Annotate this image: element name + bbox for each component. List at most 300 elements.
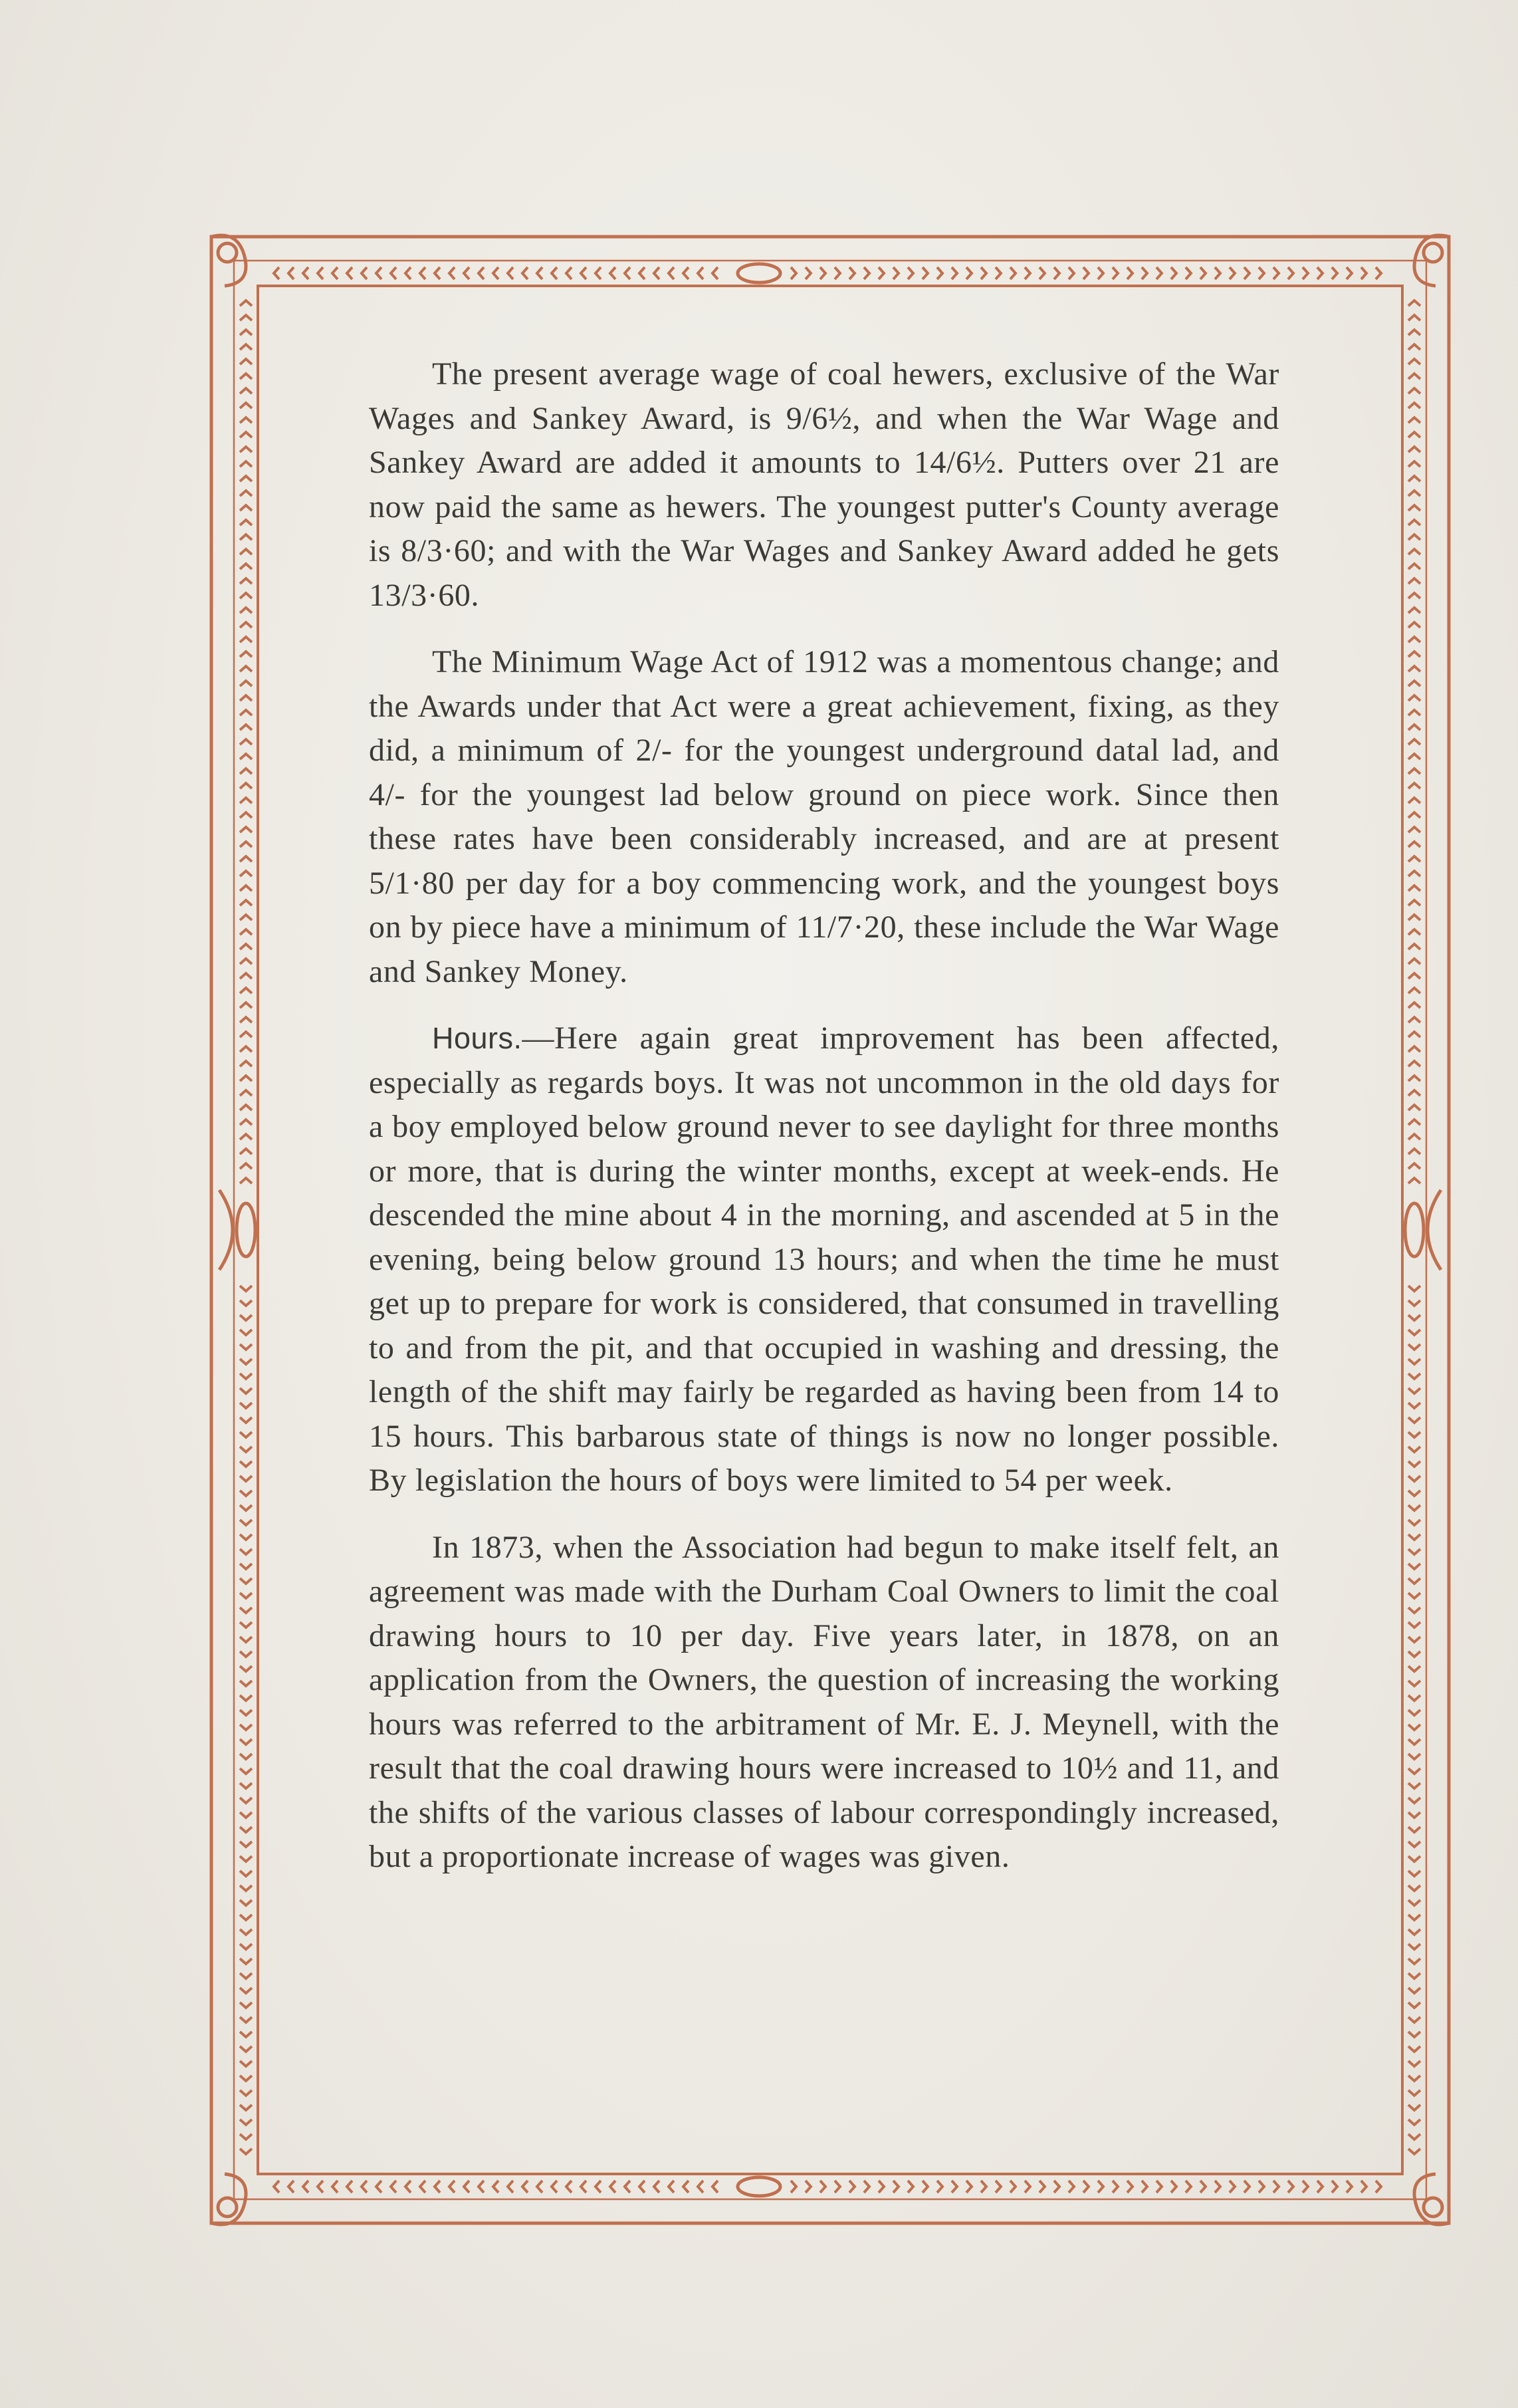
border-chevron [1408,666,1420,671]
border-chevron [240,1076,252,1081]
border-chevron [240,1330,252,1335]
border-chevron [240,1017,252,1023]
border-chevron [1408,842,1420,847]
border-chevron [240,988,252,993]
border-chevron [1408,783,1420,788]
border-chevron [849,2181,855,2193]
border-chevron [1230,2181,1235,2193]
border-chevron [240,637,252,642]
border-chevron [1408,900,1420,905]
border-chevron [1408,2002,1420,2008]
border-chevron [240,1090,252,1096]
border-chevron [240,856,252,862]
border-chevron [1408,1754,1420,1759]
border-chevron [1408,2046,1420,2052]
border-chevron [1039,2181,1045,2193]
border-chevron [240,301,252,306]
border-chevron [240,2076,252,2081]
border-chevron [1408,710,1420,715]
border-chevron [1408,403,1420,408]
border-chevron [240,2105,252,2110]
border-chevron [240,812,252,818]
border-chevron [240,1003,252,1008]
border-chevron [1408,944,1420,949]
border-chevron [240,1403,252,1408]
border-chevron [1408,973,1420,979]
border-chevron [1347,267,1352,279]
border-chevron [240,461,252,467]
border-chevron [240,1768,252,1774]
border-chevron [1408,1032,1420,1037]
border-chevron [893,267,899,279]
border-chevron [1215,2181,1220,2193]
border-chevron [1408,608,1420,613]
border-chevron [332,2181,338,2193]
border-chevron [1156,2181,1162,2193]
border-chevron [625,267,630,279]
border-chevron [669,2181,674,2193]
border-chevron [1156,267,1162,279]
border-chevron [1171,267,1176,279]
border-chevron [1408,1856,1420,1862]
border-chevron [1408,374,1420,379]
border-chevron [566,2181,572,2193]
border-chevron [835,267,840,279]
border-chevron [1408,359,1420,364]
border-chevron [1408,1871,1420,1876]
border-chevron [835,2181,840,2193]
border-chevron [1408,1359,1420,1364]
border-chevron [240,447,252,452]
border-chevron [240,476,252,481]
border-chevron [1408,1827,1420,1832]
border-chevron [864,2181,869,2193]
border-chevron [1025,2181,1030,2193]
border-chevron [464,2181,469,2193]
border-chevron [922,2181,928,2193]
border-chevron [391,2181,396,2193]
border-chevron [240,1134,252,1140]
border-chevron [376,2181,381,2193]
border-chevron [1408,1666,1420,1671]
border-chevron [1408,1300,1420,1306]
border-chevron [639,267,645,279]
border-chevron [1288,2181,1293,2193]
border-chevron [240,2090,252,2096]
border-chevron [1200,267,1206,279]
border-chevron [240,374,252,379]
border-chevron [712,267,718,279]
border-chevron [435,267,440,279]
border-chevron [240,549,252,554]
border-chevron [1408,1388,1420,1393]
border-chevron [1408,1929,1420,1935]
border-chevron [240,769,252,774]
border-chevron [240,1827,252,1832]
border-chevron [1200,2181,1206,2193]
border-chevron [240,1105,252,1110]
border-chevron [669,267,674,279]
border-chevron [240,666,252,671]
border-chevron [610,2181,615,2193]
border-chevron [240,1344,252,1350]
border-chevron [240,1973,252,1979]
border-chevron [1408,1403,1420,1408]
border-chevron [1127,2181,1133,2193]
border-chevron [596,2181,601,2193]
border-chevron [240,388,252,394]
border-chevron [1113,267,1118,279]
border-chevron [537,2181,542,2193]
border-chevron [240,1842,252,1847]
border-chevron [240,2149,252,2154]
border-chevron [240,1149,252,1154]
border-chevron [1083,2181,1089,2193]
border-chevron [552,2181,557,2193]
border-chevron [240,725,252,730]
border-chevron [1408,1374,1420,1379]
border-chevron [1408,1061,1420,1066]
border-chevron [639,2181,645,2193]
paragraph-heading: Hours. [432,1021,522,1055]
border-chevron [1408,1944,1420,1949]
border-chevron [1408,1900,1420,1905]
border-chevron [1408,695,1420,701]
border-chevron [1408,432,1420,437]
border-chevron [240,1491,252,1496]
border-chevron [1408,461,1420,467]
border-chevron [552,267,557,279]
border-chevron [966,267,972,279]
border-chevron [240,1163,252,1169]
border-chevron [1408,2061,1420,2066]
border-chevron [240,929,252,935]
border-chevron [1408,2119,1420,2125]
border-chevron [1408,1090,1420,1096]
border-chevron [922,267,928,279]
border-chevron [240,739,252,745]
border-chevron [420,2181,425,2193]
paragraph-text: The Minimum Wage Act of 1912 was a momentous change; and the Awards under that Act were a great achievement, fixing, as they did, a minimum of 2/- for the youngest underground datal lad, and 4/- for the youngest lad below ground on piece work. Since then these rates have been considerably increased, and are at present 5/1·80 per day for a boy commencing work, and the youngest boys on by piece have a minimum of 11/7·20, these include the War Wage and Sankey Money. [369,644,1279,989]
border-chevron [610,267,615,279]
border-chevron [240,520,252,525]
border-chevron [698,267,703,279]
border-chevron [1039,267,1045,279]
border-chevron [240,2134,252,2139]
border-chevron [1408,2105,1420,2110]
border-chevron [274,267,279,279]
border-chevron [1408,1163,1420,1169]
border-chevron [1098,267,1103,279]
border-chevron [1025,267,1030,279]
border-chevron [1408,1476,1420,1481]
border-chevron [1408,929,1420,935]
border-chevron [879,267,884,279]
paragraph-minimum-wage [369,640,1279,994]
border-chevron [1317,267,1323,279]
border-chevron [1408,1915,1420,1920]
border-chevron [952,267,957,279]
border-chevron [1408,769,1420,774]
border-chevron [1215,267,1220,279]
border-chevron [1408,344,1420,350]
border-chevron [240,418,252,423]
border-chevron [1408,681,1420,686]
border-chevron [303,2181,308,2193]
border-chevron [240,1695,252,1701]
border-chevron [240,1915,252,1920]
border-chevron [566,267,572,279]
border-chevron [996,267,1001,279]
border-chevron [1010,2181,1016,2193]
border-chevron [240,1549,252,1554]
border-chevron [908,267,913,279]
border-chevron [493,2181,498,2193]
border-chevron [303,267,308,279]
border-chevron [1186,2181,1191,2193]
border-chevron [1408,871,1420,876]
border-chevron [240,1637,252,1642]
border-chevron [240,652,252,657]
border-chevron [1347,2181,1352,2193]
border-chevron [240,2061,252,2066]
border-chevron [1408,798,1420,803]
border-chevron [1408,1330,1420,1335]
border-chevron [1408,1798,1420,1803]
border-chevron [1069,2181,1074,2193]
border-chevron [1332,2181,1337,2193]
border-chevron [1142,2181,1147,2193]
border-chevron [1376,2181,1381,2193]
border-chevron [1408,1739,1420,1745]
border-chevron [240,2032,252,2037]
border-chevron [1408,2149,1420,2154]
border-chevron [240,944,252,949]
border-chevron [1303,267,1308,279]
border-chevron [240,1739,252,1745]
border-chevron [1408,1973,1420,1979]
border-chevron [376,267,381,279]
border-chevron [240,1564,252,1569]
border-chevron [1408,739,1420,745]
border-chevron [1408,1885,1420,1891]
border-chevron [1408,476,1420,481]
border-chevron [332,267,338,279]
border-chevron [1230,267,1235,279]
border-chevron [449,2181,455,2193]
border-chevron [1408,1315,1420,1320]
border-chevron [240,505,252,511]
border-chevron [1408,1578,1420,1584]
border-chevron [288,267,294,279]
border-chevron [1408,1491,1420,1496]
border-chevron [849,267,855,279]
border-chevron [240,315,252,320]
border-chevron [996,2181,1001,2193]
border-chevron [508,2181,513,2193]
border-chevron [240,491,252,496]
border-chevron [240,1061,252,1066]
border-chevron [240,900,252,905]
border-chevron [240,1929,252,1935]
border-chevron [1408,505,1420,511]
border-chevron [240,1578,252,1584]
border-chevron [1273,267,1279,279]
border-chevron [240,1032,252,1037]
border-chevron [893,2181,899,2193]
border-chevron [240,1520,252,1525]
border-chevron [240,1120,252,1125]
border-chevron [405,267,411,279]
border-chevron [240,432,252,437]
border-chevron [479,267,484,279]
border-chevron [1408,1417,1420,1423]
border-chevron [1069,267,1074,279]
border-chevron [240,959,252,964]
border-chevron [1142,267,1147,279]
border-chevron [1408,491,1420,496]
border-chevron [1408,1988,1420,1993]
border-chevron [1408,578,1420,584]
border-chevron [1408,1149,1420,1154]
border-chevron [240,1681,252,1686]
border-chevron [1408,652,1420,657]
border-chevron [240,535,252,540]
border-chevron [240,1447,252,1452]
border-chevron [391,267,396,279]
border-chevron [240,2002,252,2008]
border-chevron [1408,1812,1420,1818]
border-chevron [1408,1842,1420,1847]
border-chevron [1408,1725,1420,1730]
border-chevron [240,578,252,584]
border-chevron [1376,267,1381,279]
border-chevron [240,344,252,350]
border-chevron [464,267,469,279]
paragraph-text: The present average wage of coal hewers, exclusive of the War Wages and Sankey Award, is 9/6½, and when the War Wage and Sankey Award are added it amounts to 14/6½. Putters over 21 are now paid the same as hewers. The youngest putter's County average is 8/3·60; and with the War Wages and Sankey Award added he gets 13/3·60. [369,356,1279,613]
border-chevron [240,681,252,686]
border-chevron [240,593,252,598]
border-chevron [1408,549,1420,554]
border-chevron [240,1417,252,1423]
border-chevron [1408,812,1420,818]
border-chevron [240,1885,252,1891]
border-chevron [1273,2181,1279,2193]
border-chevron [240,973,252,979]
border-chevron [1010,267,1016,279]
border-chevron [1408,1534,1420,1540]
border-chevron [1303,2181,1308,2193]
border-chevron [240,1315,252,1320]
border-chevron [1113,2181,1118,2193]
border-chevron [1408,886,1420,891]
border-chevron [1317,2181,1323,2193]
border-chevron [1408,2134,1420,2139]
border-chevron [240,871,252,876]
border-chevron [1408,418,1420,423]
border-chevron [1244,267,1249,279]
paragraph-hours [369,1017,1279,1503]
paragraph-wages [369,352,1279,618]
border-chevron [240,1725,252,1730]
border-chevron [240,754,252,759]
border-chevron [1408,593,1420,598]
border-chevron [1408,535,1420,540]
border-chevron [1408,827,1420,832]
border-chevron [625,2181,630,2193]
border-chevron [1054,267,1059,279]
border-chevron [1408,2076,1420,2081]
border-chevron [1408,915,1420,920]
body-text [369,352,1279,1902]
border-chevron [449,267,455,279]
border-chevron [981,267,986,279]
border-chevron [654,2181,659,2193]
border-chevron [240,886,252,891]
border-chevron [908,2181,913,2193]
border-chevron [240,1798,252,1803]
border-chevron [1259,267,1264,279]
border-chevron [537,267,542,279]
border-chevron [1408,1017,1420,1023]
border-chevron [1408,856,1420,862]
border-chevron [240,783,252,788]
border-chevron [1408,725,1420,730]
border-chevron [240,1432,252,1437]
border-chevron [240,1593,252,1598]
border-chevron [240,1388,252,1393]
border-chevron [937,267,942,279]
border-chevron [581,267,586,279]
border-chevron [966,2181,972,2193]
border-chevron [1408,1134,1420,1140]
border-chevron [1408,1622,1420,1627]
border-chevron [683,267,689,279]
border-chevron [435,2181,440,2193]
border-chevron [420,267,425,279]
border-chevron [1408,1178,1420,1183]
border-chevron [1408,2090,1420,2096]
border-chevron [522,2181,528,2193]
border-chevron [240,798,252,803]
border-chevron [1408,1003,1420,1008]
border-chevron [240,2046,252,2052]
border-chevron [1259,2181,1264,2193]
border-chevron [347,2181,352,2193]
border-chevron [1408,301,1420,306]
border-chevron [596,267,601,279]
border-chevron [240,1754,252,1759]
border-chevron [791,267,796,279]
border-chevron [240,1900,252,1905]
border-chevron [479,2181,484,2193]
border-chevron [522,267,528,279]
border-chevron [1408,1432,1420,1437]
border-chevron [240,1300,252,1306]
border-chevron [240,564,252,569]
border-chevron [240,330,252,335]
border-chevron [1408,1651,1420,1657]
border-chevron [712,2181,718,2193]
border-chevron [240,1856,252,1862]
border-chevron [1408,2032,1420,2037]
border-chevron [240,1988,252,1993]
border-chevron [240,1622,252,1627]
border-chevron [318,267,323,279]
border-chevron [820,267,825,279]
border-chevron [1408,622,1420,628]
border-chevron [240,1359,252,1364]
